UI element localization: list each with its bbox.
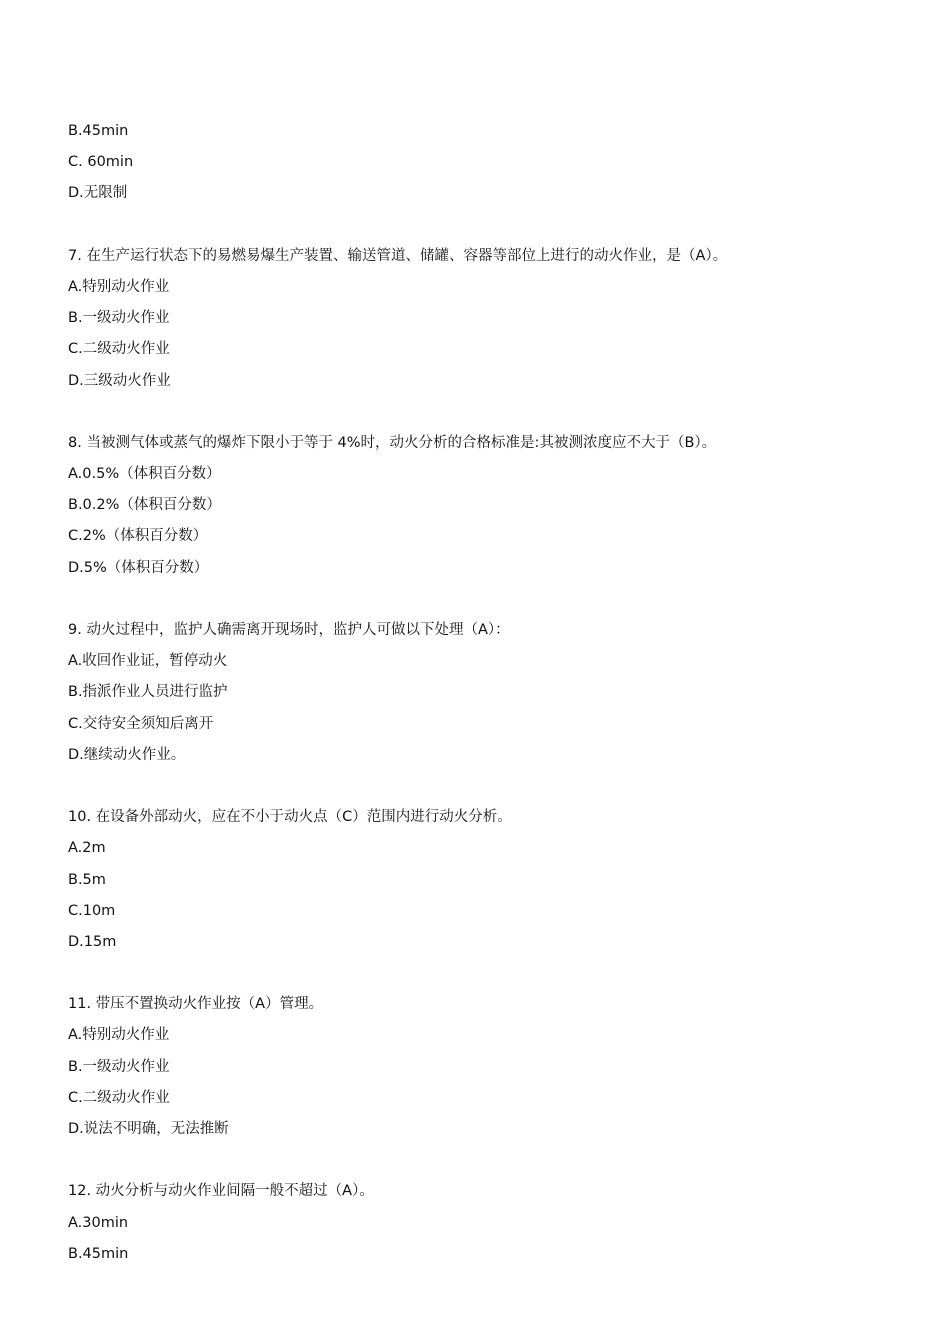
option-line: D.5%（体积百分数） [68, 559, 209, 576]
option-line: B.0.2%（体积百分数） [68, 497, 221, 514]
question-stem: 7. 在生产运行状态下的易燃易爆生产装置、输送管道、储罐、容器等部位上进行的动火作业，是（A）。 [68, 247, 728, 264]
paragraph-gap [68, 958, 888, 989]
question-11 [68, 989, 888, 1145]
option-line: B.45min [68, 1245, 129, 1262]
option-line: C.10m [68, 902, 116, 919]
question-10 [68, 802, 888, 958]
document-page [68, 116, 888, 1270]
paragraph-gap [68, 1145, 888, 1176]
option-line: B.45min [68, 123, 129, 139]
option-line: B.一级动火作业 [68, 310, 170, 327]
option-line: A.收回作业证，暂停动火 [68, 653, 228, 670]
question-7 [68, 241, 888, 397]
question-stem: 9. 动火过程中，监护人确需离开现场时，监护人可做以下处理（A）： [68, 622, 510, 638]
option-line: C.2%（体积百分数） [68, 528, 208, 545]
option-line: A.特别动火作业 [68, 278, 170, 295]
option-line: D.无限制 [68, 185, 128, 202]
option-line: B.一级动火作业 [68, 1058, 170, 1075]
paragraph-gap [68, 584, 888, 615]
paragraph-gap [68, 397, 888, 428]
option-line: D.15m [68, 933, 117, 950]
question-stem: 12. 动火分析与动火作业间隔一般不超过（A）。 [68, 1183, 374, 1200]
question-6-options [68, 116, 888, 210]
option-line: C.二级动火作业 [68, 341, 170, 358]
option-line: A.0.5%（体积百分数） [68, 466, 221, 483]
paragraph-gap [68, 771, 888, 802]
option-line: D.继续动火作业。 [68, 746, 186, 763]
question-stem: 11. 带压不置换动火作业按（A）管理。 [68, 996, 324, 1013]
question-8 [68, 428, 888, 584]
question-9 [68, 615, 888, 771]
option-line: D.三级动火作业 [68, 372, 171, 389]
option-line: C.二级动火作业 [68, 1089, 170, 1106]
question-stem: 8. 当被测气体或蒸气的爆炸下限小于等于 4%时，动火分析的合格标准是:其被测浓度应不大于（B）。 [68, 434, 717, 451]
question-12 [68, 1176, 888, 1270]
paragraph-gap [68, 210, 888, 241]
option-line: C. 60min [68, 154, 134, 171]
question-stem: 10. 在设备外部动火，应在不小于动火点（C）范围内进行动火分析。 [68, 809, 512, 826]
option-line: A.30min [68, 1214, 129, 1231]
option-line: C.交待安全须知后离开 [68, 715, 214, 732]
option-line: A.特别动火作业 [68, 1027, 170, 1044]
option-line: B.5m [68, 871, 106, 888]
option-line: D.说法不明确，无法推断 [68, 1121, 229, 1137]
option-line: A.2m [68, 840, 106, 857]
option-line: B.指派作业人员进行监护 [68, 684, 228, 701]
